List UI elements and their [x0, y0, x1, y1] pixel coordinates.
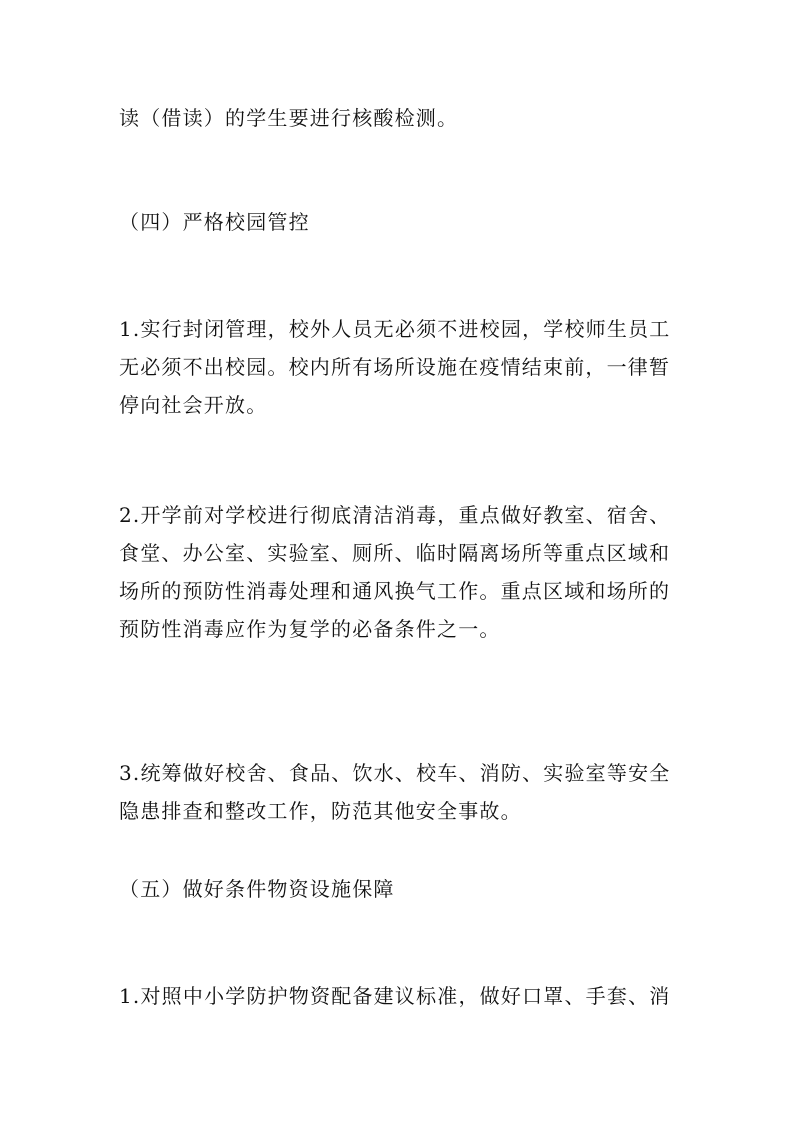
text-line: 停向社会开放。	[119, 393, 268, 417]
paragraph-item-1-section-five	[119, 977, 679, 1015]
text-line: 1.实行封闭管理，校外人员无必须不进校园，学校师生员工	[119, 317, 671, 341]
paragraph-continuation	[119, 99, 679, 137]
text-line: 预防性消毒应作为复学的必备条件之一。	[119, 617, 501, 641]
text-line: 隐患排查和整改工作，防范其他安全事故。	[119, 799, 522, 823]
text-line: 无必须不出校园。校内所有场所设施在疫情结束前，一律暂	[119, 355, 671, 379]
section-heading-four	[119, 203, 679, 241]
text-line: 3.统筹做好校舍、食品、饮水、校车、消防、实验室等安全	[119, 761, 671, 785]
text-line: （四）严格校园管控	[119, 210, 310, 234]
text-line: 读（借读）的学生要进行核酸检测。	[119, 106, 459, 130]
section-heading-five	[119, 870, 679, 908]
text-line: （五）做好条件物资设施保障	[119, 877, 395, 901]
text-line: 2.开学前对学校进行彻底清洁消毒，重点做好教室、宿舍、	[119, 503, 671, 527]
text-line: 场所的预防性消毒处理和通风换气工作。重点区域和场所的	[119, 579, 671, 603]
paragraph-item-1	[119, 310, 679, 424]
paragraph-item-3	[119, 754, 679, 830]
text-line: 1.对照中小学防护物资配备建议标准，做好口罩、手套、消	[119, 984, 671, 1008]
text-line: 食堂、办公室、实验室、厕所、临时隔离场所等重点区域和	[119, 541, 671, 565]
paragraph-item-2	[119, 496, 679, 648]
